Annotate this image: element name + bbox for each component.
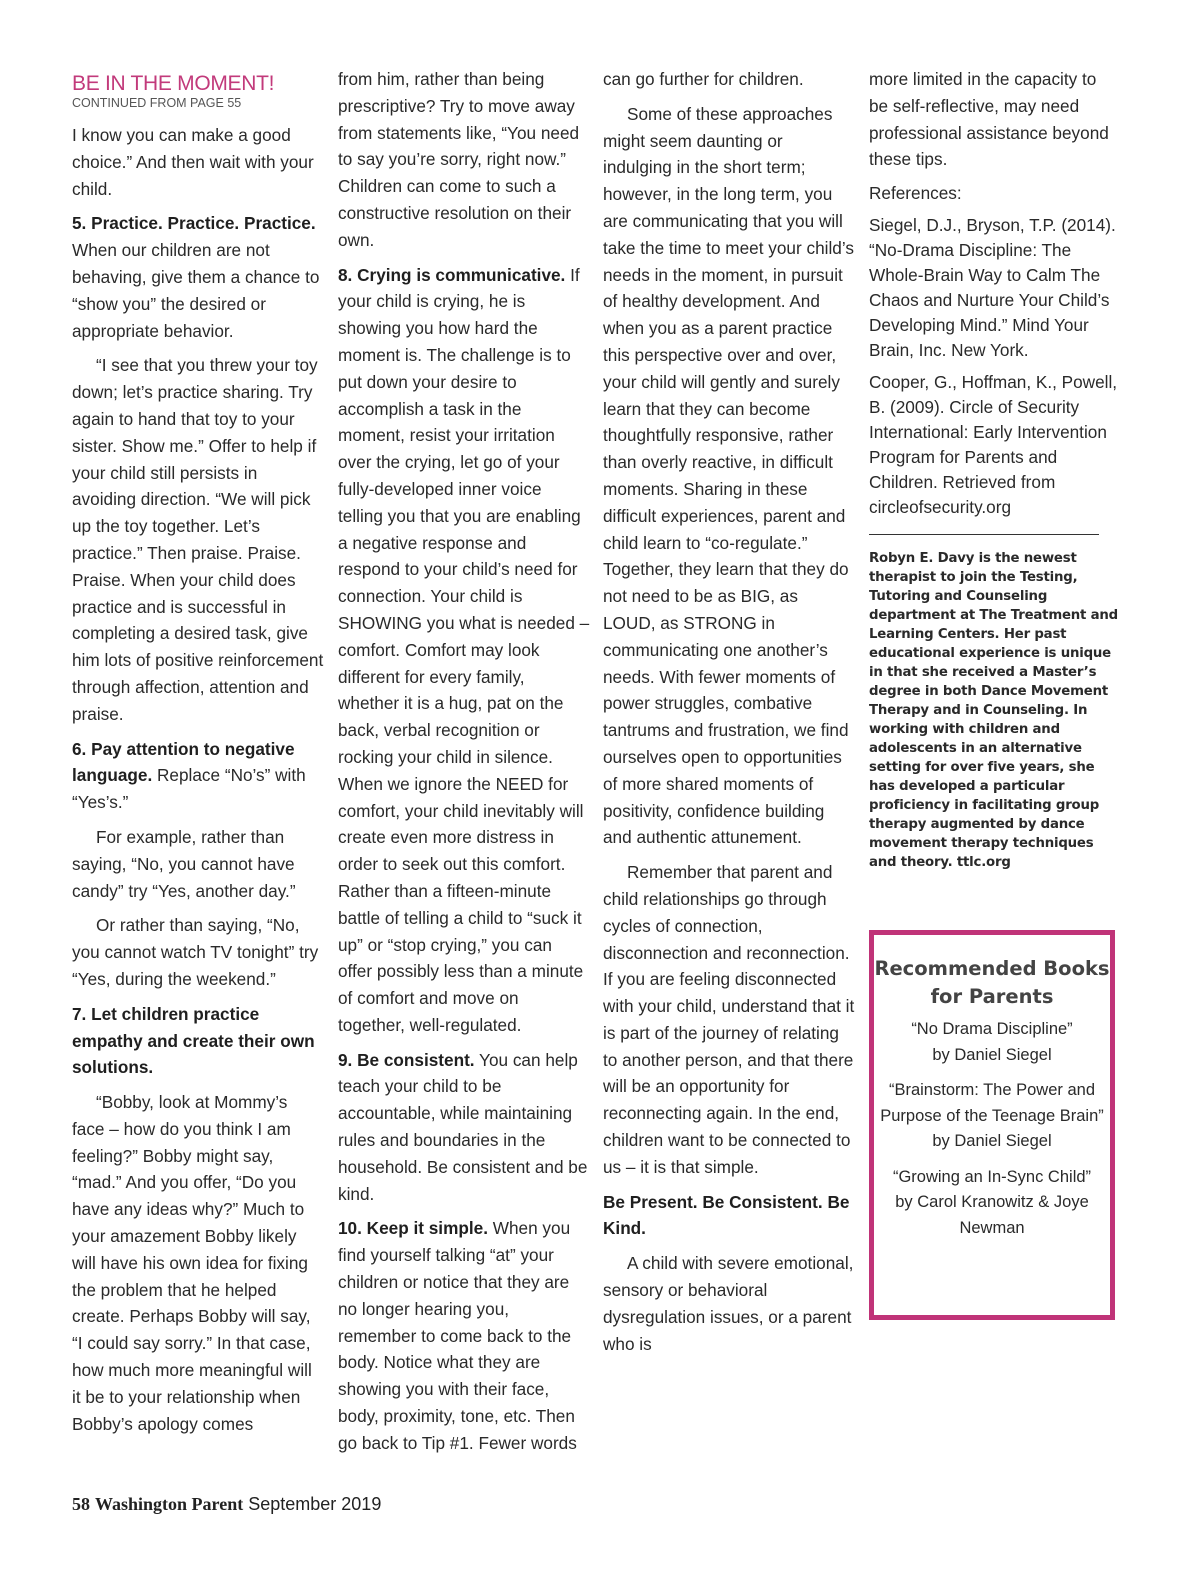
paragraph: from him, rather than being prescriptive? Try to move away from statements like, “You need to say you’re sorry, right now.” Children can come to such a constructive resolution on their own. bbox=[338, 69, 580, 250]
references bbox=[869, 181, 1119, 520]
tip-heading: 7. Let children practice empathy and create their own solutions. bbox=[72, 1003, 315, 1078]
book-author: by Daniel Siegel bbox=[932, 1045, 1052, 1064]
tip-body: You can help teach your child to be accountable, while maintaining rules and boundaries in the household. Be consistent and be kind. bbox=[338, 1049, 588, 1204]
tip-body: If your child is crying, he is showing you how hard the moment is. The challenge is to put down your desire to accomplish a task in the moment, resist your irritation over the crying, let go of your fully-developed inner voice telling you that you are enabling a negative response and respond to your child’s need for connection. Your child is SHOWING you what is needed – comfort. Comfort may look different for every family, whether it is a hug, pat on the back, verbal recognition or rocking your child in silence. When we ignore the NEED for comfort, your child inevitably will create even more distress in order to seek out this comfort. Rather than a fifteen-minute battle of telling a child to “suck it up” or “stop crying,” you can offer possibly less than a minute of comfort and move on together, well-regulated. bbox=[338, 264, 590, 1035]
book-title: “Brainstorm: The Power and Purpose of the Teenage Brain” bbox=[880, 1081, 1104, 1125]
book-author: by Carol Kranowitz & Joye Newman bbox=[895, 1193, 1089, 1237]
tip-heading: 8. Crying is communicative. bbox=[338, 264, 566, 285]
tip-heading: 10. Keep it simple. bbox=[338, 1218, 488, 1239]
paragraph: more limited in the capacity to be self-reflective, may need professional assistance beyond these tips. bbox=[869, 69, 1109, 170]
books-title: Recommended Books for Parents bbox=[874, 957, 1110, 1008]
reference-item: Cooper, G., Hoffman, K., Powell, B. (2009). Circle of Security International: Early Intervention Program for Parents and Children. Retrieved from circleofsecurity.org bbox=[869, 372, 1118, 518]
tip-body: Replace “No’s” with “Yes’s.” bbox=[72, 765, 306, 813]
tip-heading: 5. Practice. Practice. Practice. bbox=[72, 213, 316, 234]
book-author: by Daniel Siegel bbox=[932, 1132, 1052, 1150]
continued-note: CONTINUED FROM PAGE 55 bbox=[72, 96, 242, 110]
paragraph: Or rather than saying, “No, you cannot watch TV tonight” try “Yes, during the weekend.” bbox=[72, 915, 319, 989]
column-1 bbox=[72, 66, 324, 1445]
divider bbox=[869, 534, 1099, 535]
book-item bbox=[874, 1165, 1110, 1242]
tip-6 bbox=[72, 736, 324, 816]
closing-statement bbox=[603, 1189, 855, 1243]
column-3 bbox=[603, 66, 855, 1365]
book-item bbox=[874, 1017, 1110, 1068]
paragraph: can go further for children. bbox=[603, 69, 804, 89]
tip-body: When our children are not behaving, give them a chance to “show you” the desired or appropriate behavior. bbox=[72, 240, 320, 341]
paragraph: Remember that parent and child relationships go through cycles of connection, disconnection and reconnection. If you are feeling disconnected with your child, understand that it is part of the journey of relating to another person, and that there will be an opportunity for reconnecting again. In the end, children want to be connected to us – it is that simple. bbox=[603, 862, 855, 1177]
paragraph: For example, rather than saying, “No, you cannot have candy” try “Yes, another day.” bbox=[72, 826, 296, 901]
tip-8 bbox=[338, 262, 590, 1039]
tip-heading: 9. Be consistent. bbox=[338, 1049, 475, 1070]
paragraph: Some of these approaches might seem daunting or indulging in the short term; however, in the long term, you are communicating that you will take the time to meet your child’s needs in the moment, in pursuit of healthy development. And when you as a parent practice this perspective over and over, your child will gently and surely learn that they can become thoughtfully responsive, rather than overly reactive, in difficult moments. Sharing in these difficult experiences, parent and child learn to “co-regulate.” Together, they learn that they do not need to be as BIG, as LOUD, as STRONG in communicating one another’s needs. With fewer moments of power struggles, combative tantrums and frustration, we find ourselves open to opportunities of more shared moments of positivity, confidence building and authentic attunement. bbox=[603, 103, 854, 848]
section-title: BE IN THE MOMENT! bbox=[72, 72, 275, 95]
paragraph: I know you can make a good choice.” And then wait with your child. bbox=[72, 125, 314, 199]
book-title: “Growing an In-Sync Child” bbox=[892, 1167, 1092, 1186]
column-2 bbox=[338, 66, 590, 1465]
page-number: 58 bbox=[72, 1494, 90, 1514]
paragraph: “I see that you threw your toy down; let’s practice sharing. Try again to hand that toy to your sister. Show me.” Offer to help if your child still persists in avoiding direction. “We will pick up the toy together. Let’s practice.” Then praise. Praise. Praise. When your child does practice and is successful in completing a desired task, give him lots of positive reinforcement through affection, attention and praise. bbox=[72, 355, 324, 724]
author-bio: Robyn E. Davy is the newest therapist to join the Testing, Tutoring and Counseling department at The Treatment and Learning Centers. Her past educational experience is unique in that she received a Master’s degree in both Dance Movement Therapy and in Counseling. In working with children and adolescents in an alternative setting for over five years, she has developed a particular proficiency in facilitating group therapy augmented by dance movement therapy techniques and theory. ttlc.org bbox=[869, 551, 1119, 871]
reference-item: Siegel, D.J., Bryson, T.P. (2014). “No-Drama Discipline: The Whole-Brain Way to Calm The Chaos and Nurture Your Child’s Developing Mind.” Mind Your Brain, Inc. New York. bbox=[869, 215, 1116, 361]
publication-name: Washington Parent bbox=[95, 1494, 244, 1514]
book-title: “No Drama Discipline” bbox=[911, 1020, 1073, 1038]
tip-heading: 6. Pay attention to negative language. bbox=[72, 738, 295, 786]
paragraph: “Bobby, look at Mommy’s face – how do you think I am feeling?” Bobby might say, “mad.” And you offer, “Do you have any ideas why?” Much to your amazement Bobby likely will have his own idea for fixing the problem that he helped create. Perhaps Bobby will say, “I could say sorry.” In that case, how much more meaningful will it be to your relationship when Bobby’s apology comes bbox=[72, 1092, 312, 1434]
tip-5 bbox=[72, 210, 324, 344]
column-4 bbox=[869, 66, 1119, 872]
tip-9 bbox=[338, 1047, 590, 1208]
tip-10 bbox=[338, 1215, 590, 1456]
page-footer bbox=[72, 1494, 381, 1515]
tip-7 bbox=[72, 1001, 324, 1081]
issue-date: September 2019 bbox=[248, 1494, 382, 1514]
closing-bold: Be Present. Be Consistent. Be Kind. bbox=[603, 1191, 850, 1239]
book-item bbox=[874, 1078, 1110, 1155]
references-label: References: bbox=[869, 183, 962, 204]
tip-body: When you find yourself talking “at” your children or notice that they are no longer hearing you, remember to come back to the body. Notice what they are showing you with their face, body, proximity, tone, etc. Then go back to Tip #1. Fewer words bbox=[338, 1218, 577, 1453]
recommended-books-box bbox=[869, 930, 1115, 1320]
paragraph: A child with severe emotional, sensory or behavioral dysregulation issues, or a parent who is bbox=[603, 1253, 854, 1354]
